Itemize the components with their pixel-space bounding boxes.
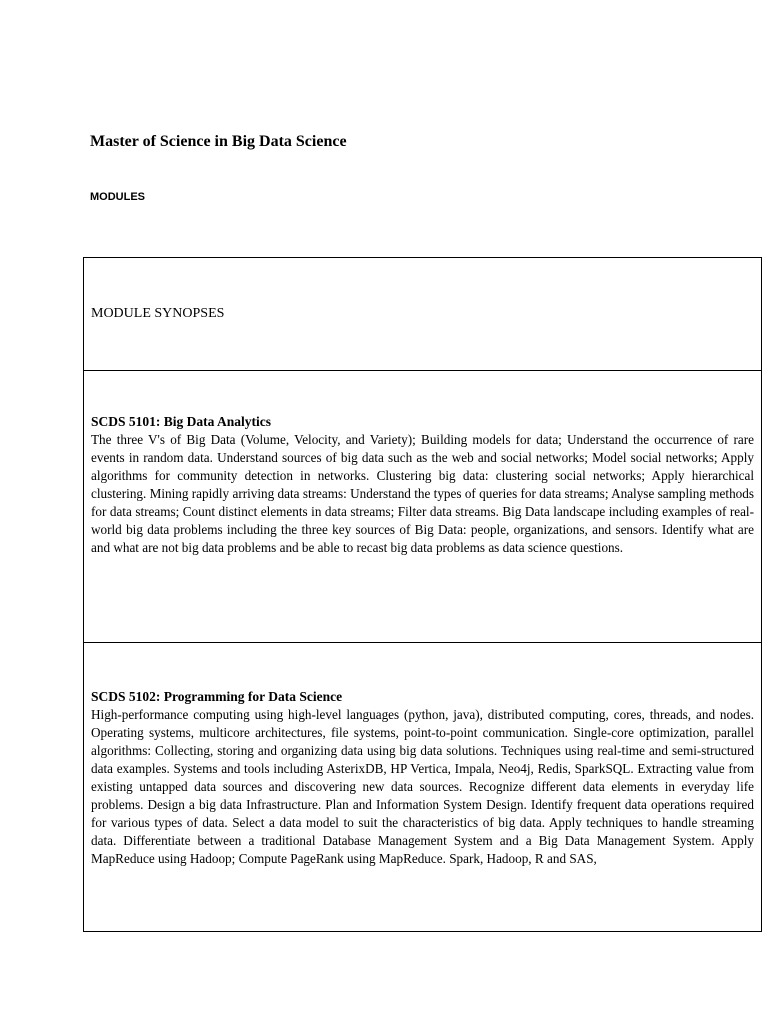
module-name: Programming for Data Science [163,689,343,704]
module-heading [91,688,754,706]
module-code: SCDS 5101: [91,414,161,429]
module-cell-scds-5102 [84,642,761,931]
synopses-heading: MODULE SYNOPSES [91,306,225,321]
module-code: SCDS 5102: [91,689,161,704]
module-heading [91,413,754,431]
section-label-modules: MODULES [90,191,145,203]
module-description: The three V's of Big Data (Volume, Velocity, and Variety); Building models for data; Understand the occurrence of rare events in random data. Understand sources of big data such as the web and social networks; Model social networks; Apply algorithms for community detection in networks. Clustering big data: clustering social networks; Apply hierarchical clustering. Mining rapidly arriving data streams: Understand the types of queries for data streams; Analyse sampling methods for data streams; Count distinct elements in data streams; Filter data streams. Big Data landscape including examples of real-world big data problems including the three key sources of Big Data: people, organizations, and sensors. Identify what are and what are not big data problems and be able to recast big data problems as data science questions. [91,432,754,555]
module-cell-scds-5101 [84,370,761,642]
module-synopses-table [83,257,762,932]
document-title: Master of Science in Big Data Science [90,133,347,150]
module-description: High-performance computing using high-level languages (python, java), distributed computing, cores, threads, and nodes. Operating systems, multicore architectures, file systems, point-to-point communication. Single-core optimization, parallel algorithms: Collecting, storing and organizing data using big data solutions. Techniques using real-time and semi-structured data examples. Systems and tools including AsterixDB, HP Vertica, Impala, Neo4j, Redis, SparkSQL. Extracting value from existing untapped data sources and discovering new data sources. Recognize different data elements in everyday life problems. Design a big data Infrastructure. Plan and Information System Design. Identify frequent data operations required for various types of data. Select a data model to suit the characteristics of big data. Apply techniques to handle streaming data. Differentiate between a traditional Database Management System and a Big Data Management System. Apply MapReduce using Hadoop; Compute PageRank using MapReduce. Spark, Hadoop, R and SAS, [91,707,754,866]
synopses-header-cell [84,258,761,370]
module-name: Big Data Analytics [163,414,272,429]
